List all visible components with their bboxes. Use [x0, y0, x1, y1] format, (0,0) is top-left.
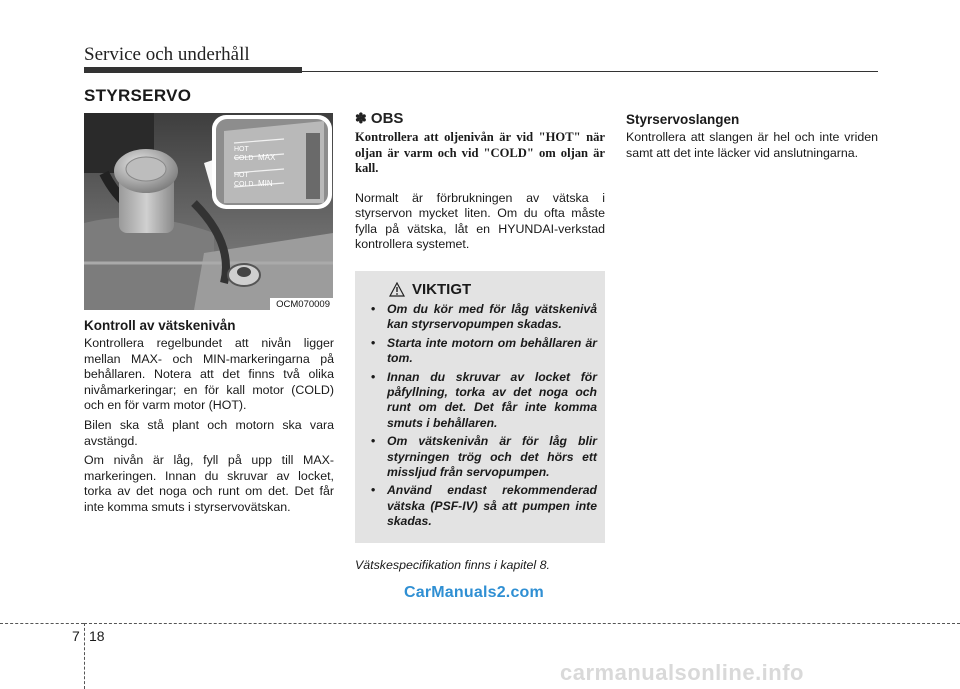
photo-code: OCM070009: [270, 298, 333, 310]
warning-item: [365, 302, 597, 333]
hose-paragraph: Kontrollera att slangen är hel och inte vriden samt att det inte läcker vid anslutningarna.: [626, 130, 878, 160]
label-max: MAX: [258, 153, 276, 162]
warning-title: VIKTIGT: [412, 280, 472, 298]
spec-note: Vätskespecifikation finns i kapitel 8.: [355, 557, 550, 572]
reservoir-illustration: [84, 113, 333, 310]
column-fluid-level: [84, 318, 334, 520]
label-cold-bottom: COLD: [234, 181, 254, 188]
bullet-icon: •: [371, 335, 376, 350]
page-number: 18: [89, 628, 105, 644]
fluid-level-paragraph: Om nivån är låg, fyll på upp till MAX-markeringen. Innan du skruvar av locket, torka av det noga och runt om det. Det får inte komma smuts i styrservovätskan.: [84, 453, 334, 514]
note-title: [355, 110, 605, 127]
note-star-icon: ✽: [355, 110, 367, 126]
label-hot-bottom: HOT: [234, 172, 249, 179]
chapter-number: 7: [72, 628, 80, 644]
warning-item-text: Starta inte motorn om behållaren är tom.: [387, 335, 597, 366]
bullet-icon: •: [371, 434, 376, 449]
warning-item-text: Innan du skruvar av locket för påfyllning, torka av det noga och runt om det. Det får inte komma smuts i behållaren.: [387, 369, 597, 430]
hose-heading: Styrservoslangen: [626, 112, 740, 127]
warning-header: [389, 281, 597, 298]
bullet-icon: •: [371, 301, 376, 316]
watermark: carmanualsonline.info: [560, 660, 804, 685]
note-title-text: OBS: [370, 110, 404, 127]
footer-rule-left: [0, 623, 84, 624]
consumption-paragraph: Normalt är förbrukningen av vätska i styrservon mycket liten. Om du ofta måste fylla på vätska, låt en HYUNDAI-verkstad kontrollera systemet.: [355, 190, 605, 252]
fluid-level-heading: Kontroll av vätskenivån: [84, 318, 236, 333]
reservoir-photo: [84, 113, 333, 310]
header-rule-thin: [302, 71, 878, 72]
warning-item: [365, 483, 597, 529]
warning-item: [365, 370, 597, 432]
warning-item: [365, 434, 597, 480]
header-title: Service och underhåll: [84, 44, 250, 65]
note-text: Kontrollera att oljenivån är vid "HOT" när oljan är varm och vid "COLD" om oljan är kall.: [355, 130, 605, 175]
warning-item: [365, 336, 597, 367]
warning-triangle-icon: [389, 282, 405, 297]
warning-list: [365, 302, 597, 530]
section-title: STYRSERVO: [84, 86, 192, 105]
column-note: [355, 110, 605, 572]
carmanuals-logo-link[interactable]: CarManuals2.com: [404, 584, 544, 601]
bullet-icon: •: [371, 483, 376, 498]
header-rule-thick: [84, 67, 302, 73]
warning-item-text: Om du kör med för låg vätskenivå kan styrservopumpen skadas.: [387, 301, 597, 332]
fluid-level-paragraph: Kontrollera regelbundet att nivån ligger mellan MAX- och MIN-markeringarna på behållaren. Notera att det finns två olika nivåmarkeringar; en för kall motor (COLD) och en för varm motor (HOT).: [84, 336, 334, 413]
label-cold-top: COLD: [234, 155, 254, 162]
column-hose: [626, 112, 878, 165]
warning-item-text: Använd endast rekommenderad vätska (PSF-IV) så att pumpen inte skadas.: [387, 483, 597, 529]
label-hot-top: HOT: [234, 146, 249, 153]
warning-item-text: Om vätskenivån är för låg blir styrningen trög och det hörs ett missljud från servopumpen.: [387, 434, 597, 479]
label-min: MIN: [258, 179, 273, 188]
fluid-level-paragraph: Bilen ska stå plant och motorn ska vara avstängd.: [84, 417, 334, 448]
footer-rule-right: [84, 623, 960, 624]
warning-box: [355, 271, 605, 543]
bullet-icon: •: [371, 369, 376, 384]
footer-rule-vertical: [84, 623, 85, 689]
